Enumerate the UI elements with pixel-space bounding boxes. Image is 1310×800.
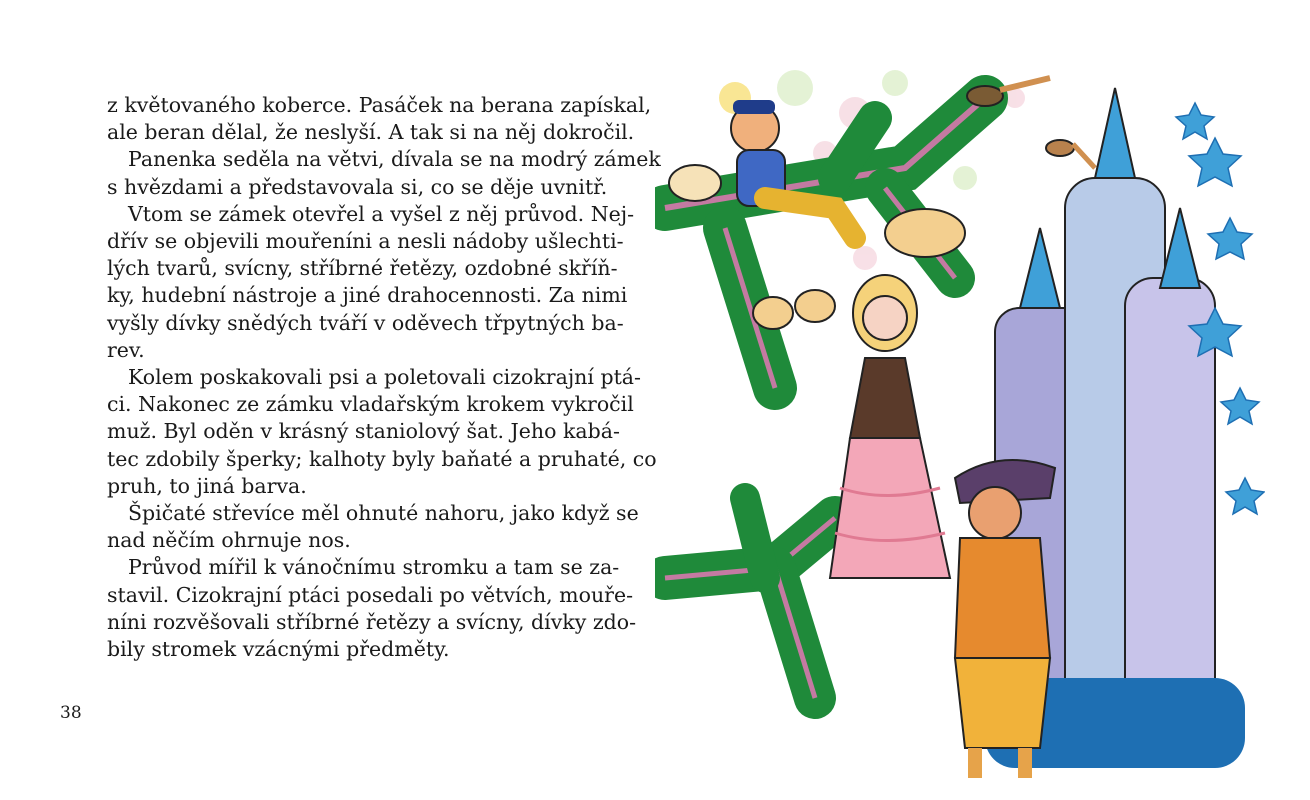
text-line: Kolem poskakovali psi a poletovali cizokrajní ptá-	[128, 365, 641, 390]
text-line: pruh, to jiná barva.	[107, 473, 307, 498]
text-line: ale beran dělal, že neslyší. A tak si na něj dokročil.	[107, 120, 635, 145]
text-line: muž. Byl oděn v krásný staniolový šat. Jeho kabá-	[107, 419, 620, 444]
text-line: Panenka seděla na větvi, dívala se na modrý zámek	[128, 147, 661, 172]
text-line: nad něčím ohrnuje nos.	[107, 528, 351, 553]
story-text	[107, 92, 661, 663]
text-line: lých tvarů, svícny, stříbrné řetězy, ozdobné skříň-	[107, 256, 618, 281]
text-line: stavil. Cizokrajní ptáci posedali po větvích, mouře-	[107, 582, 634, 607]
text-line: ky, hudební nástroje a jiné drahocennosti. Za nimi	[107, 283, 628, 308]
story-illustration	[655, 58, 1265, 800]
text-line: bily stromek vzácnými předměty.	[107, 637, 450, 662]
text-line: Průvod mířil k vánočnímu stromku a tam se za-	[128, 555, 620, 580]
doll-girl	[830, 275, 950, 578]
text-line: ci. Nakonec ze zámku vladařským krokem vykročil	[107, 392, 634, 417]
page-number: 38	[60, 703, 82, 723]
text-line: dřív se objevili mouřeníni a nesli nádoby ušlechti-	[107, 229, 624, 254]
text-line: Vtom se zámek otevřel a vyšel z něj průvod. Nej-	[128, 201, 635, 226]
text-line: vyšly dívky snědých tváří v oděvech třpytných ba-	[107, 310, 624, 335]
text-line: rev.	[107, 337, 145, 362]
text-line: níni rozvěšovali stříbrné řetězy a svícny, dívky zdo-	[107, 609, 637, 634]
text-line: s hvězdami a představovala si, co se děje uvnitř.	[107, 174, 608, 199]
text-line: tec zdobily šperky; kalhoty byly baňaté a pruhaté, co	[107, 446, 657, 471]
text-line: Špičaté střevíce měl ohnuté nahoru, jako když se	[128, 501, 639, 526]
text-line: z květovaného koberce. Pasáček na berana zapískal,	[107, 93, 652, 117]
fir-branch-lower	[665, 498, 835, 698]
